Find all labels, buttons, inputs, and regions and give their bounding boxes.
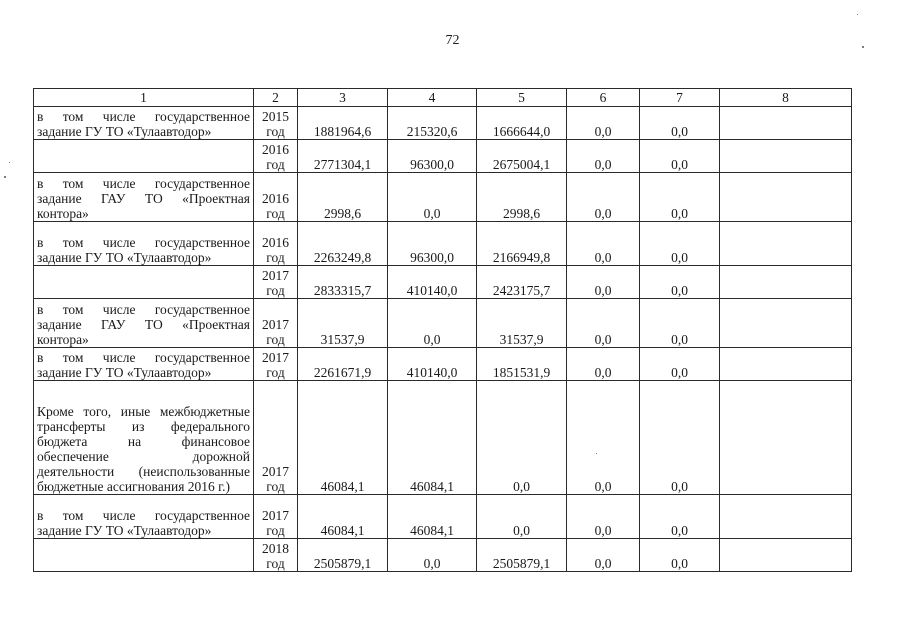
row-value: 0,0 — [567, 140, 640, 173]
table-row — [34, 222, 852, 266]
row-description: в том числе государственное задание ГУ ТО «Тулаавтодор» — [34, 107, 254, 140]
row-year: 2017 год — [254, 266, 298, 299]
row-value: 31537,9 — [477, 299, 567, 348]
row-value: 96300,0 — [388, 222, 477, 266]
row-value: 0,0 — [567, 173, 640, 222]
column-header: 4 — [388, 89, 477, 107]
row-value: 0,0 — [640, 140, 720, 173]
page-number: 72 — [445, 33, 460, 48]
row-year: 2017 год — [254, 299, 298, 348]
row-value: 0,0 — [640, 381, 720, 495]
row-value — [720, 495, 852, 539]
row-value — [720, 222, 852, 266]
row-value: 1851531,9 — [477, 348, 567, 381]
row-value: 0,0 — [640, 495, 720, 539]
scan-speck — [862, 46, 864, 48]
row-value: 2998,6 — [298, 173, 388, 222]
column-header: 5 — [477, 89, 567, 107]
scan-speck — [4, 176, 6, 178]
header-row — [34, 89, 852, 107]
row-value: 46084,1 — [298, 381, 388, 495]
table-row — [34, 539, 852, 572]
row-value — [720, 173, 852, 222]
row-value: 0,0 — [388, 173, 477, 222]
row-description — [34, 140, 254, 173]
table-row — [34, 140, 852, 173]
scan-speck — [857, 14, 858, 15]
row-description: в том числе государственное задание ГУ ТО «Тулаавтодор» — [34, 222, 254, 266]
row-value: 2263249,8 — [298, 222, 388, 266]
row-value: 0,0 — [640, 299, 720, 348]
row-value — [720, 107, 852, 140]
budget-table — [33, 88, 852, 572]
row-value — [720, 539, 852, 572]
row-value: 0,0 — [567, 266, 640, 299]
scan-speck — [596, 453, 597, 454]
column-header: 1 — [34, 89, 254, 107]
row-value: 0,0 — [567, 299, 640, 348]
column-header: 3 — [298, 89, 388, 107]
row-year: 2016 год — [254, 173, 298, 222]
row-value: 31537,9 — [298, 299, 388, 348]
row-value: 0,0 — [640, 222, 720, 266]
column-header: 2 — [254, 89, 298, 107]
row-value: 0,0 — [640, 348, 720, 381]
row-value: 1881964,6 — [298, 107, 388, 140]
table-row — [34, 495, 852, 539]
row-year: 2017 год — [254, 495, 298, 539]
row-value: 0,0 — [640, 173, 720, 222]
row-value: 2998,6 — [477, 173, 567, 222]
table-row — [34, 299, 852, 348]
row-value: 215320,6 — [388, 107, 477, 140]
row-year: 2017 год — [254, 348, 298, 381]
row-value: 46084,1 — [388, 381, 477, 495]
row-value: 1666644,0 — [477, 107, 567, 140]
row-value: 0,0 — [477, 381, 567, 495]
row-value: 2166949,8 — [477, 222, 567, 266]
row-value: 0,0 — [567, 222, 640, 266]
row-value: 46084,1 — [298, 495, 388, 539]
row-description — [34, 266, 254, 299]
row-value: 0,0 — [567, 495, 640, 539]
row-year: 2016 год — [254, 140, 298, 173]
row-value: 2675004,1 — [477, 140, 567, 173]
row-description: в том числе государственное задание ГАУ ТО «Проектная контора» — [34, 299, 254, 348]
row-value: 0,0 — [567, 348, 640, 381]
row-value: 410140,0 — [388, 266, 477, 299]
row-year: 2016 год — [254, 222, 298, 266]
row-year: 2017 год — [254, 381, 298, 495]
row-value: 2505879,1 — [298, 539, 388, 572]
row-value: 0,0 — [567, 381, 640, 495]
column-header: 8 — [720, 89, 852, 107]
column-header: 7 — [640, 89, 720, 107]
row-value: 0,0 — [640, 539, 720, 572]
row-value: 0,0 — [388, 299, 477, 348]
row-value: 2505879,1 — [477, 539, 567, 572]
row-value — [720, 381, 852, 495]
row-value — [720, 348, 852, 381]
row-value: 0,0 — [640, 266, 720, 299]
table-row — [34, 266, 852, 299]
row-value: 2423175,7 — [477, 266, 567, 299]
row-description: в том числе государственное задание ГУ ТО «Тулаавтодор» — [34, 348, 254, 381]
table-row — [34, 381, 852, 495]
row-description — [34, 539, 254, 572]
row-value: 0,0 — [567, 539, 640, 572]
row-value: 0,0 — [477, 495, 567, 539]
table-row — [34, 107, 852, 140]
scan-speck — [9, 162, 10, 163]
row-value: 0,0 — [388, 539, 477, 572]
row-value: 2261671,9 — [298, 348, 388, 381]
row-value: 46084,1 — [388, 495, 477, 539]
table-row — [34, 348, 852, 381]
row-value: 0,0 — [640, 107, 720, 140]
table-row — [34, 173, 852, 222]
row-value: 0,0 — [567, 107, 640, 140]
row-value — [720, 140, 852, 173]
row-value: 2771304,1 — [298, 140, 388, 173]
row-value: 96300,0 — [388, 140, 477, 173]
row-year: 2015 год — [254, 107, 298, 140]
row-description: в том числе государственное задание ГАУ ТО «Проектная контора» — [34, 173, 254, 222]
column-header: 6 — [567, 89, 640, 107]
row-year: 2018 год — [254, 539, 298, 572]
row-description: в том числе государственное задание ГУ ТО «Тулаавтодор» — [34, 495, 254, 539]
row-value — [720, 266, 852, 299]
row-value: 410140,0 — [388, 348, 477, 381]
row-value: 2833315,7 — [298, 266, 388, 299]
row-value — [720, 299, 852, 348]
row-description: Кроме того, иные межбюджетные трансферты из федерального бюджета на финансовое обеспечение дорожной деятельности (неиспользованные бюджетные ассигнования 2016 г.) — [34, 381, 254, 495]
